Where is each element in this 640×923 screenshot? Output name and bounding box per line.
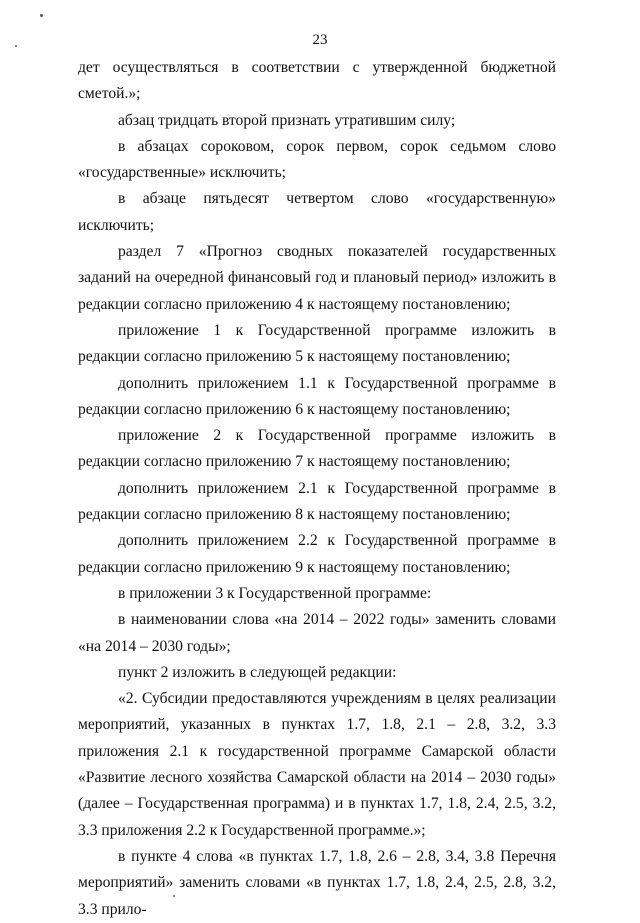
page-number: 23: [312, 32, 328, 48]
paragraph: в наименовании слова «на 2014 – 2022 годы» заменить словами «на 2014 – 2030 годы»;: [78, 611, 556, 655]
paragraph: дополнить приложением 2.2 к Государственной программе в редакции согласно приложению 9 к настоящему постановлению;: [78, 532, 556, 576]
paragraph: в пункте 4 слова «в пунктах 1.7, 1.8, 2.6 – 2.8, 3.4, 3.8 Перечня мероприятий» заменить словами «в пунктах 1.7, 1.8, 2.4, 2.5, 2.8, 3.2, 3.3 прило-: [78, 847, 556, 918]
paragraph: приложение 2 к Государственной программе изложить в редакции согласно приложению 7 к настоящему постановлению;: [78, 427, 556, 471]
paragraph: пункт 2 изложить в следующей редакции:: [118, 663, 397, 681]
paragraph: в абзацах сороковом, сорок первом, сорок седьмом слово «государственные» исключить;: [78, 137, 556, 182]
paragraph: в приложении 3 к Государственной программе:: [118, 584, 432, 602]
paragraph: абзац тридцать второй признать утратившим силу;: [118, 111, 456, 129]
document-body: [78, 55, 556, 923]
scan-speck: [40, 14, 43, 17]
paragraph: «2. Субсидии предоставляются учреждениям в целях реализации мероприятий, указанных в пунктах 1.7, 1.8, 2.1 – 2.8, 3.2, 3.3 приложения 2.1 к государственной программе Самарской области «Развитие лесного хозяйства Самарской области на 2014 – 2030 годы» (далее – Государственная программа) и в пунктах 1.7, 1.8, 2.4, 2.5, 3.2, 3.3 приложения 2.2 к Государственной программе.»;: [78, 690, 556, 839]
paragraph: в абзаце пятьдесят четвертом слово «государственную» исключить;: [78, 190, 556, 234]
paragraph: раздел 7 «Прогноз сводных показателей государственных заданий на очередной финансовый год и плановый период» изложить в редакции согласно приложению 4 к настоящему постановлению;: [78, 243, 556, 313]
paragraph: дополнить приложением 1.1 к Государственной программе в редакции согласно приложению 6 к настоящему постановлению;: [78, 374, 556, 418]
paragraph: дет осуществляться в соответствии с утвержденной бюджетной сметой.»;: [78, 59, 556, 103]
paragraph: приложение 1 к Государственной программе изложить в редакции согласно приложению 5 к настоящему постановлению;: [78, 321, 556, 366]
paragraph: дополнить приложением 2.1 к Государственной программе в редакции согласно приложению 8 к настоящему постановлению;: [78, 479, 556, 524]
